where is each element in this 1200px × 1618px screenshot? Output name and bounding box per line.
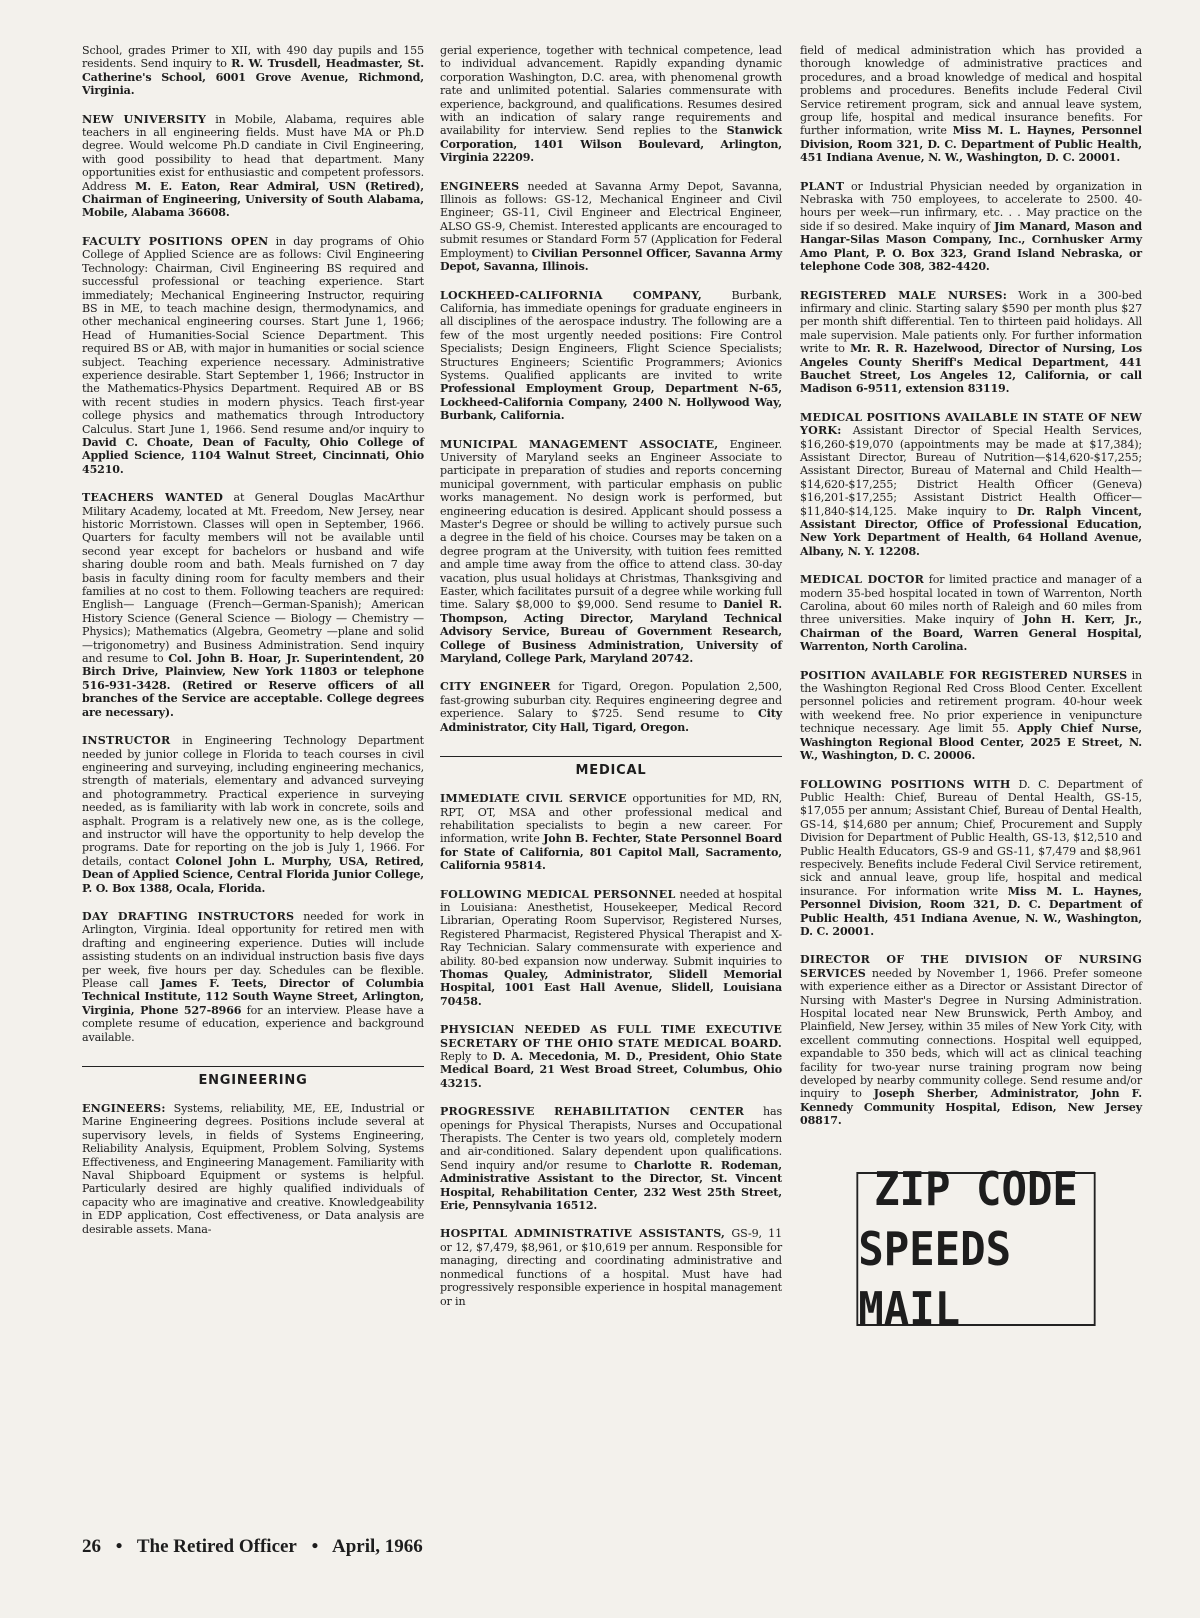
listing-entry [440, 1227, 782, 1307]
listing-heading: FACULTY POSITIONS OPEN [82, 234, 269, 248]
listing-contact: Professional Employment Group, Department N-65, Lockheed-California Company, 2400 N. Hollywood Way, Burbank, California. [440, 382, 782, 423]
listing-body: Reply to [440, 1050, 493, 1063]
listing-entry [82, 113, 424, 220]
listing-contact: M. E. Eaton, Rear Admiral, USN (Retired), Chairman of Engineering, University of South Alabama, Mobile, Alabama 36608. [82, 179, 425, 220]
listing-contact: R. W. Trusdell, Headmaster, St. Catherine's School, 6001 Grove Avenue, Richmond, Virginia. [82, 57, 424, 98]
page-footer [82, 1536, 433, 1558]
listing-entry [800, 778, 1142, 939]
listing-contact: Col. John B. Hoar, Jr. Superintendent, 20 Birch Drive, Plainview, New York 11803 or telephone 516-931-3428. (Retired or Reserve officers of all branches of the Service are acceptable. College degrees are necessary). [82, 652, 424, 719]
listing-contact: Miss M. L. Haynes, Personnel Division, Room 321, D. C. Department of Public Health, 451 Indiana Avenue, N. W., Washington, D. C. 20001. [800, 884, 1142, 938]
listing-body: in Mobile, Alabama, requires able teachers in all engineering fields. Must have MA or Ph.D degree. Would welcome Ph.D candiate in Civil Engineering, with good possibility to head that department. Many opportunities exist for enthusiastic and competent professors. Address [82, 112, 424, 193]
listing-entry [800, 411, 1142, 558]
listing-heading: INSTRUCTOR [82, 734, 171, 748]
listing-entry [82, 734, 424, 895]
listing-body: for Tigard, Oregon. Population 2,500, fast-growing suburban city. Requires engineering degree and experience. Salary to $725. Send resume to [440, 680, 783, 721]
listing-entry [82, 910, 424, 1044]
listing-heading: CITY ENGINEER [440, 680, 551, 694]
listing-heading: HOSPITAL ADMINISTRATIVE ASSISTANTS, [440, 1227, 726, 1241]
listing-entry [800, 573, 1142, 653]
listing-body: Engineer. University of Maryland seeks an Engineer Associate to participate in preparation of studies and reports concerning municipal government, with particular emphasis on public works management. No design work is performed, but engineering education is desired. Applicant should possess a Master's Degree or should be willing to actively pursue such a degree in the field of his choice. Courses may be taken on a degree program at the University, with tuition fees remitted and ample time away from the office to attend class. 30-day vacation, plus usual holidays at Christmas, Thanksgiving and Easter, which facilitates pursuit of a degree while working full time. Salary $8,000 to $9,000. Send resume to [440, 437, 782, 612]
listing-body: needed by November 1, 1966. Prefer someone with experience either as a Director or Assistant Director of Nursing with Master's Degree in Nursing Administration. Hospital located near New Brunswick, Perth Amboy, and Plainfield, New Jersey, within 35 miles of New York City, with excellent commuting connections. Hospital well equipped, expandable to 350 beds, which will act as clinical teaching facility for two-year nurse training program now being developed by nearby community college. Send resume and/or inquiry to [800, 966, 1142, 1101]
listing-heading: PLANT [800, 179, 845, 193]
listing-contact: Mr. R. R. Hazelwood, Director of Nursing, Los Angeles County Sheriff's Medical Department, 441 Bauchet Street, Los Angeles 12, California, or call Madison 6-9511, extension 83119. [800, 342, 1142, 396]
listing-body: Assistant Director of Special Health Services, $16,260-$19,070 (appointments may be made at $17,384); Assistant Director, Bureau of Nutrition—$14,620-$17,255; Assistant Director, Bureau of Maternal and Child Health—$14,620-$17,255; District Health Officer (Geneva) $16,201-$17,255; Assistant District Health Officer—$11,840-$14,125. Make inquiry to [800, 424, 1142, 518]
listing-heading: MEDICAL DOCTOR [800, 573, 925, 587]
listing-body: for limited practice and manager of a modern 35-bed hospital located in town of Warrenton, North Carolina, about 60 miles north of Raleigh and 60 miles from three universities. Make inquiry of [800, 573, 1142, 627]
listing-contact: D. A. Mecedonia, M. D., President, Ohio State Medical Board, 21 West Broad Street, Columbus, Ohio 43215. [440, 1050, 782, 1090]
listing-heading: REGISTERED MALE NURSES: [800, 288, 1008, 302]
page-number: 26 [82, 1536, 101, 1557]
listing-heading: POSITION AVAILABLE FOR REGISTERED NURSES [800, 668, 1128, 682]
listing-body: D. C. Department of Public Health: Chief, Bureau of Dental Health, GS-15, $17,055 per annum; Assistant Chief, Bureau of Dental Health, GS-14, $14,680 per annum; Chief, Procurement and Supply Division for Department of Public Health, GS-13, $12,510 and Public Health Educators, GS-9 and GS-11, $7,479 and $8,961 respecively. Benefits include Federal Civil Service retirement, sick and annual leave, group life, hospital and medical insurance. For information write [800, 777, 1142, 898]
listing-contact: Apply Chief Nurse, Washington Regional Blood Center, 2025 E Street, N. W., Washington, D. C. 20006. [800, 722, 1142, 763]
listing-contact: Colonel John L. Murphy, USA, Retired, Dean of Applied Science, Central Florida Junior College, P. O. Box 1388, Ocala, Florida. [82, 854, 424, 895]
listing-entry [440, 792, 782, 872]
listing-contact: Joseph Sherber, Administrator, John F. Kennedy Community Hospital, Edison, New Jersey 08817. [800, 1087, 1142, 1128]
listing-heading: FOLLOWING POSITIONS WITH [800, 777, 1011, 791]
column-1 [82, 44, 424, 1251]
listing-entry [800, 953, 1142, 1127]
listing-heading: PROGRESSIVE REHABILITATION CENTER [440, 1105, 745, 1119]
listing-body: needed at Savanna Army Depot, Savanna, Illinois as follows: GS-12, Mechanical Engineer and Civil Engineer; GS-11, Civil Engineer and Electrical Engineer, ALSO GS-9, Chemist. Interested applicants are encouraged to submit resumes or Standard Form 57 (Application for Federal Employment) to [440, 179, 782, 260]
column-3 [800, 44, 1143, 1336]
listing-heading: MEDICAL POSITIONS AVAILABLE IN STATE OF NEW YORK: [800, 410, 1142, 438]
listing-body: opportunities for MD, RN, RPT, OT, MSA and other professional medical and rehabilitation specialists to begin a new career. For information, write [440, 792, 782, 846]
listing-heading: PHYSICIAN NEEDED AS FULL TIME EXECUTIVE SECRETARY OF THE OHIO STATE MEDICAL BOARD. [440, 1023, 782, 1050]
listing-contact: John B. Fechter, State Personnel Board for State of California, 801 Capitol Mall, Sacramento, California 95814. [440, 832, 782, 873]
listing-body: field of medical administration which has provided a thorough knowledge of administrative practices and procedures, and a broad knowledge of medical and hospital problems and procedures. Benefits include Federal Civil Service retirement program, sick and annual leave system, group life, hospital and medical insurance benefits. For further information, write [800, 44, 1142, 138]
listing-body: Burbank, California, has immediate openings for graduate engineers in all disciplines of the aerospace industry. The following are a few of the most urgently needed positions: Fire Control Specialists; Design Engineers, Flight Science Specialists; Structures Engineers; Scientific Programmers; Avionics Systems. Qualified applicants are invited to write [440, 288, 782, 382]
listing-heading: DAY DRAFTING INSTRUCTORS [82, 909, 295, 923]
listing-body: needed at hospital in Louisiana: Anesthetist, Housekeeper, Medical Record Librarian, Operating Room Supervisor, Registered Nurses, Registered Pharmacist, Registered Physical Therapist and X-Ray Technician. Salary commensurate with experience and ability. 80-bed expansion now underway. Submit inquiries to [440, 887, 782, 968]
listing-contact: John H. Kerr, Jr., Chairman of the Board, Warren General Hospital, Warrenton, North Carolina. [800, 613, 1142, 654]
listing-entry [440, 289, 782, 423]
section-heading: ENGINEERING [82, 1066, 424, 1088]
listing-tail: for an interview. Please have a complete resume of education, experience and background available. [82, 1003, 424, 1044]
footer-separator-2: • [311, 1536, 319, 1557]
listing-heading: IMMEDIATE CIVIL SERVICE [440, 792, 627, 806]
footer-separator-1: • [115, 1536, 123, 1557]
zip-ad-line-2: SPEEDS MAIL [858, 1221, 1012, 1336]
listing-body: at General Douglas MacArthur Military Academy, located at Mt. Freedom, New Jersey, near historic Morristown. Classes will open in September, 1966. Quarters for faculty members will not be available until second year except for bachelors or husband and wife sharing double room and bath. Meals furnished on 7 day basis in faculty dining room for faculty members and their families at no cost to them. Following teachers are required: English— Language (French—German-Spanish); American History Science (General Science — Biology — Chemistry — Physics); Mathematics (Algebra, Geometry —plane and solid—trigonometry) and Business Administration. Send inquiry and resume to [82, 491, 424, 666]
listing-body: needed for work in Arlington, Virginia. Ideal opportunity for retired men with drafting and engineering experience. Duties will include assisting students on an individual instruction basis five days per week, five hours per day. Schedules can be flexible. Please call [82, 909, 424, 990]
listing-entry [82, 491, 424, 719]
listing-contact: Jim Manard, Mason and Hangar-Silas Mason Company, Inc., Cornhusker Army Amo Plant, P. O. Box 323, Grand Island Nebraska, or telephone Code 308, 382-4420. [800, 219, 1142, 274]
listing-contact: James F. Teets, Director of Columbia Technical Institute, 112 South Wayne Street, Arlington, Virginia, Phone 527-8966 [82, 977, 424, 1017]
listing-heading: LOCKHEED-CALIFORNIA COMPANY, [440, 288, 702, 302]
issue-date: April, 1966 [331, 1536, 423, 1557]
listing-entry [440, 44, 782, 165]
zip-code-ad [856, 1161, 1095, 1336]
publication-name: The Retired Officer [136, 1536, 297, 1557]
section-heading: MEDICAL [440, 756, 782, 778]
listing-body: has openings for Physical Therapists, Nurses and Occupational Therapists. The Center is two years old, completely modern and air-conditioned. Salary dependent upon qualifications. Send inquiry and/or resume to [440, 1105, 782, 1172]
listing-contact: Thomas Qualey, Administrator, Slidell Memorial Hospital, 1001 East Hall Avenue, Slidell, Louisiana 70458. [440, 967, 782, 1008]
listing-heading: TEACHERS WANTED [82, 491, 224, 505]
listing-body: School, grades Primer to XII, with 490 day pupils and 155 residents. Send inquiry to [82, 44, 424, 71]
zip-ad-line-1: ZIP CODE [874, 1161, 1078, 1216]
listing-heading: ENGINEERS: [82, 1102, 166, 1116]
listing-entry [800, 44, 1142, 165]
listing-body: Systems, reliability, ME, EE, Industrial or Marine Engineering degrees. Positions include several at supervisory levels, in fields of Systems Engineering, Reliability Analysis, Equipment, Problem Solving, Systems Effectiveness, and Engineering Management. Familiarity with Naval Shipboard Equipment or systems is helpful. Particularly desired are highly qualified individuals of capacity who are imaginative and creative. Knowledgeability in EDP application, Cost effectiveness, or Data analysis are desirable assets. Mana- [82, 1102, 424, 1236]
listing-entry [440, 1023, 782, 1090]
listing-entry [82, 235, 424, 476]
listing-entry [800, 669, 1142, 763]
listing-entry [440, 680, 782, 734]
listing-entry [440, 888, 782, 1009]
listing-body: or Industrial Physician needed by organization in Nebraska with 750 employees, to accelerate to 2500. 40-hours per week—run infirmary, etc. . . May practice on the side if so desired. Make inquiry of [800, 179, 1142, 233]
listing-entry [440, 438, 782, 666]
listing-entry [440, 1105, 782, 1212]
listing-contact: Daniel R. Thompson, Acting Director, Maryland Technical Advisory Service, Bureau of Government Research, College of Business Administration, University of Maryland, College Park, Maryland 20742. [440, 598, 782, 666]
listing-body: in Engineering Technology Department needed by junior college in Florida to teach courses in civil engineering and surveying, including engineering mechanics, strength of materials, elementary and advanced surveying and photogrammetry. Practical experience in surveying needed, as is familiarity with lab work in concrete, soils and asphalt. Program is a relatively new one, as is the college, and instructor will have the opportunity to help develop the programs. Date for reporting on the job is July 1, 1966. For details, contact [82, 734, 424, 868]
listing-body: in day programs of Ohio College of Applied Science are as follows: Civil Engineering Technology: Chairman, Civil Engineering BS required and successful professional or teaching experience. Start immediately; Mechanical Engineering Instructor, requiring BS in ME, to teach machine design, thermodynamics, and other mechanical engineering courses. Start June 1, 1966; Head of Humanities-Social Science Department. This required BS or AB, with major in humanities or social science subject. Teaching experience necessary. Administrative experience desirable. Start September 1, 1966; Instructor in the Mathematics-Physics Department. Required AB or BS with recent studies in modern physics. Teach first-year college physics and mathematics through Introductory Calculus. Start June 1, 1966. Send resume and/or inquiry to [82, 234, 424, 436]
listing-entry [800, 180, 1142, 274]
listing-contact: Miss M. L. Haynes, Personnel Division, Room 321, D. C. Department of Public Health, 451 Indiana Avenue, N. W., Washington, D. C. 20001. [800, 124, 1142, 165]
listing-body: GS-9, 11 or 12, $7,479, $8,961, or $10,619 per annum. Responsible for managing, directing and coordinating administrative and nonmedical functions of a hospital. Must have had progressively responsible experience in hospital management or in [440, 1227, 782, 1308]
listing-body: in the Washington Regional Red Cross Blood Center. Excellent personnel policies and retirement program. 40-hour week with weekend free. No prior experience in venipuncture technique necessary. Age limit 55. [800, 668, 1142, 736]
listing-entry [800, 289, 1142, 396]
listing-contact: City Administrator, City Hall, Tigard, Oregon. [440, 707, 782, 734]
listing-entry [82, 1102, 424, 1236]
listing-heading: NEW UNIVERSITY [82, 112, 207, 126]
column-2 [440, 44, 782, 1323]
listing-heading: MUNICIPAL MANAGEMENT ASSOCIATE, [440, 437, 719, 451]
listing-body: Work in a 300-bed infirmary and clinic. Starting salary $590 per month plus $27 per month shift differential. Ten to thirteen paid holidays. All male supervision. Male patients only. For further information write to [800, 288, 1143, 356]
listing-heading: FOLLOWING MEDICAL PERSONNEL [440, 887, 676, 901]
listing-contact: David C. Choate, Dean of Faculty, Ohio College of Applied Science, 1104 Walnut Street, Cincinnati, Ohio 45210. [82, 435, 424, 476]
listing-contact: Stanwick Corporation, 1401 Wilson Boulevard, Arlington, Virginia 22209. [440, 124, 782, 165]
listing-heading: DIRECTOR OF THE DIVISION OF NURSING SERVICES [800, 953, 1142, 980]
listing-entry [82, 44, 424, 98]
listing-heading: ENGINEERS [440, 179, 520, 193]
listing-contact: Dr. Ralph Vincent, Assistant Director, Office of Professional Education, New York Department of Health, 64 Holland Avenue, Albany, N. Y. 12208. [800, 504, 1143, 558]
listing-contact: Civilian Personnel Officer, Savanna Army Depot, Savanna, Illinois. [440, 246, 782, 274]
listing-entry [440, 180, 782, 274]
listing-contact: Charlotte R. Rodeman, Administrative Assistant to the Director, St. Vincent Hospital, Rehabilitation Center, 232 West 25th Street, Erie, Pennsylvania 16512. [440, 1158, 782, 1213]
listing-body: gerial experience, together with technical competence, lead to individual advancement. Rapidly expanding dynamic corporation Washington, D.C. area, with phenomenal growth rate and unlimited potential. Salaries commensurate with experience, background, and qualifications. Resumes desired with an indication of salary range requirements and availability for interview. Send replies to the [440, 44, 782, 138]
